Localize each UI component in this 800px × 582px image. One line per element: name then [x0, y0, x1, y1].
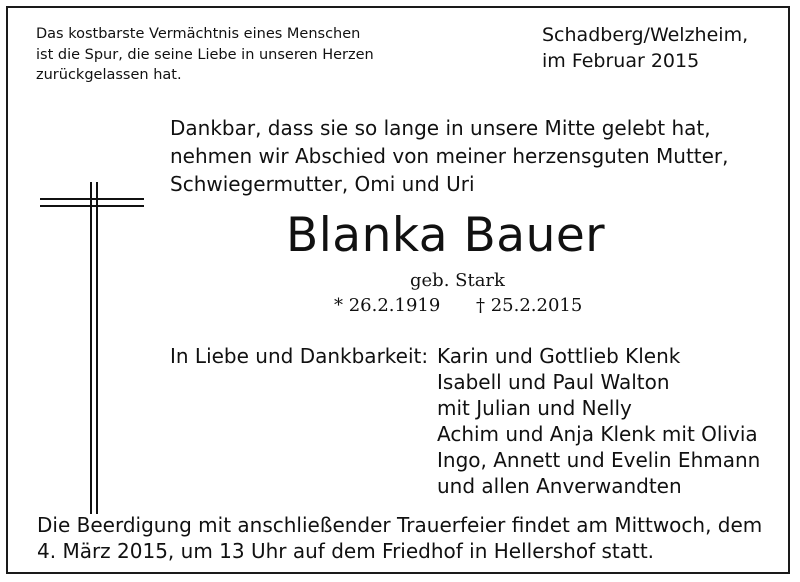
mourners-list	[437, 343, 787, 499]
funeral-details: Die Beerdigung mit anschließender Trauerfeier findet am Mittwoch, dem 4. März 2015, um 13 Uhr auf dem Friedhof in Hellershof statt.	[37, 513, 763, 563]
birth-date: * 26.2.1919	[334, 295, 441, 316]
memorial-quote: Das kostbarste Vermächtnis eines Menschen ist die Spur, die seine Liebe in unseren Herzen zurückgelassen hat.	[36, 26, 374, 83]
death-date: † 25.2.2015	[476, 295, 583, 316]
intro-text: Dankbar, dass sie so lange in unsere Mitte gelebt hat, nehmen wir Abschied von meiner herzensguten Mutter, Schwiegermutter, Omi und Uri	[170, 116, 729, 196]
deceased-name: Blanka Bauer	[286, 208, 606, 263]
mourner-line: mit Julian und Nelly	[437, 396, 632, 420]
cross-icon	[40, 182, 144, 514]
mourner-line: Isabell und Paul Walton	[437, 370, 670, 394]
mourners-label: In Liebe und Dankbarkeit:	[170, 344, 429, 368]
mourner-line: Karin und Gottlieb Klenk	[437, 344, 681, 368]
mourner-line: und allen Anverwandten	[437, 474, 682, 498]
mourner-line: Achim und Anja Klenk mit Olivia	[437, 422, 758, 446]
maiden-name: geb. Stark	[410, 270, 505, 291]
mourner-line: Ingo, Annett und Evelin Ehmann	[437, 448, 761, 472]
place-and-date: Schadberg/Welzheim, im Februar 2015	[542, 24, 749, 72]
